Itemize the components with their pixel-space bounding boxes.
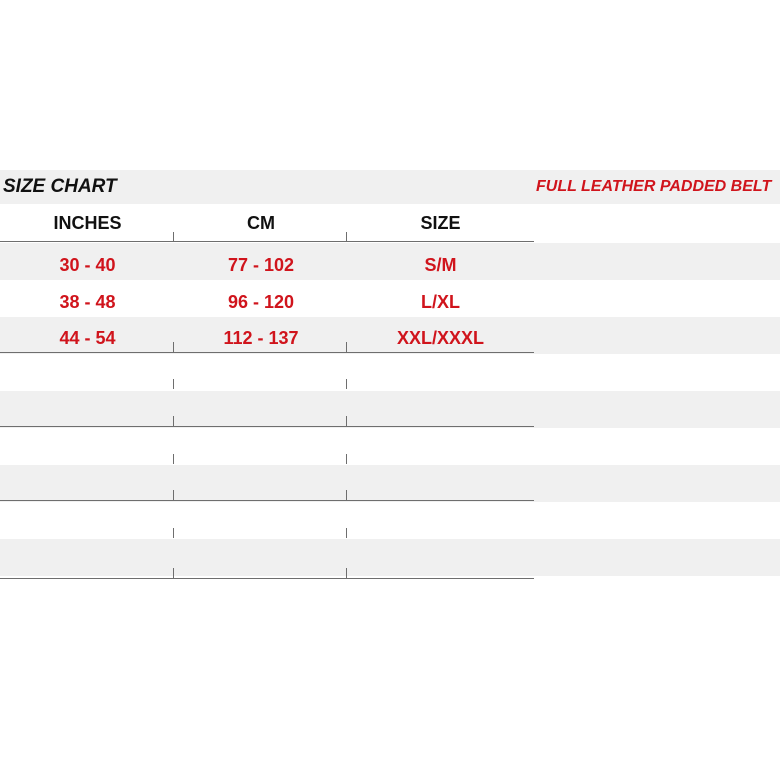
column-divider — [173, 342, 174, 352]
column-divider — [346, 342, 347, 352]
cell-size: L/XL — [421, 292, 460, 312]
column-divider — [346, 379, 347, 389]
title-bar — [0, 170, 780, 204]
row-band — [0, 465, 780, 502]
column-divider — [346, 490, 347, 500]
column-divider — [173, 379, 174, 389]
product-name: FULL LEATHER PADDED BELT — [536, 178, 772, 195]
cell-inches: 38 - 48 — [59, 292, 116, 312]
column-divider — [173, 416, 174, 426]
column-divider — [346, 416, 347, 426]
column-divider — [346, 232, 347, 242]
size-chart-title: SIZE CHART — [3, 176, 117, 197]
column-divider — [346, 568, 347, 578]
table-rule — [0, 578, 534, 579]
cell-size: XXL/XXXL — [396, 328, 485, 348]
column-header-size: SIZE — [420, 213, 461, 233]
cell-inches: 44 - 54 — [59, 328, 116, 348]
cell-size: S/M — [424, 255, 457, 275]
table-rule — [0, 352, 534, 353]
size-chart — [0, 170, 780, 582]
column-header-inches: INCHES — [53, 213, 122, 233]
table-rule — [0, 500, 534, 501]
column-divider — [346, 454, 347, 464]
column-divider — [173, 490, 174, 500]
column-divider — [173, 232, 174, 242]
column-divider — [173, 528, 174, 538]
cell-cm: 77 - 102 — [227, 255, 295, 275]
column-header-cm: CM — [247, 213, 275, 233]
cell-inches: 30 - 40 — [59, 255, 116, 275]
table-rule — [0, 426, 534, 427]
cell-cm: 112 - 137 — [223, 328, 299, 348]
row-band — [0, 391, 780, 428]
cell-cm: 96 - 120 — [227, 292, 295, 312]
column-divider — [346, 528, 347, 538]
table-rule — [0, 241, 534, 242]
column-divider — [173, 454, 174, 464]
row-band — [0, 539, 780, 576]
column-divider — [173, 568, 174, 578]
